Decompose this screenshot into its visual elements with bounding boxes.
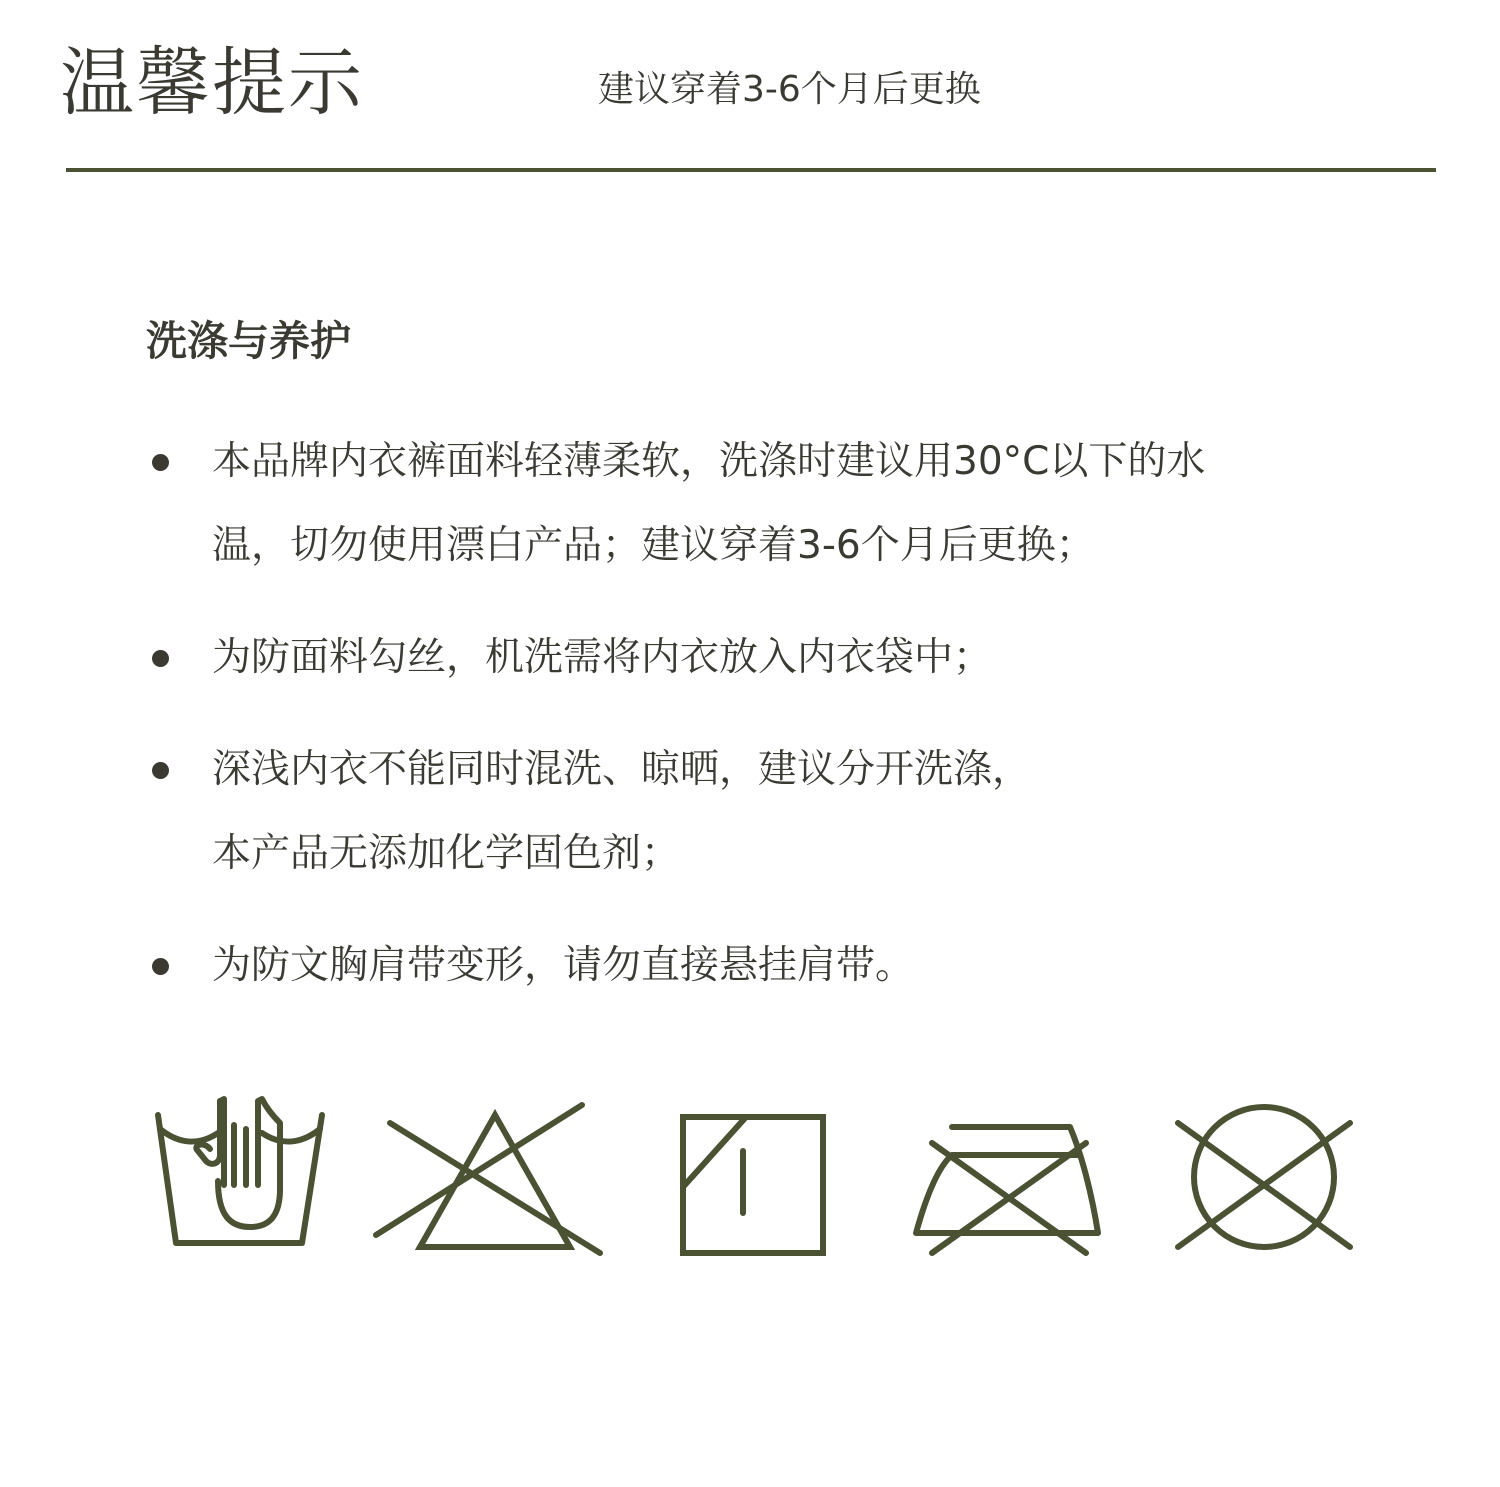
care-list (146, 420, 1386, 1008)
bullet-icon (152, 958, 169, 975)
list-item-text: 深浅内衣不能同时混洗、晾晒，建议分开洗涤， (212, 747, 1032, 792)
section-heading: 洗涤与养护 (146, 317, 351, 365)
page-title: 温馨提示 (60, 40, 364, 126)
care-symbols (150, 1085, 1370, 1265)
page-subtitle: 建议穿着3-6个月后更换 (598, 69, 981, 110)
list-item-text: 为防文胸肩带变形，请勿直接悬挂肩带。 (212, 943, 915, 988)
list-item-text: 本产品无添加化学固色剂； (212, 831, 681, 876)
list-item (146, 924, 1386, 1008)
do-not-iron-icon (910, 1085, 1110, 1265)
do-not-dry-clean-icon (1170, 1085, 1360, 1265)
list-item-text: 为防面料勾丝，机洗需将内衣放入内衣袋中； (212, 635, 993, 680)
list-item (146, 728, 1386, 896)
do-not-bleach-icon (370, 1085, 610, 1265)
list-item (146, 420, 1386, 588)
list-item (146, 616, 1386, 700)
bullet-icon (152, 650, 169, 667)
hand-wash-icon (150, 1085, 330, 1265)
list-item-text: 温，切勿使用漂白产品；建议穿着3-6个月后更换； (212, 523, 1095, 568)
divider (66, 168, 1436, 172)
bullet-icon (152, 454, 169, 471)
drip-dry-icon (678, 1085, 828, 1265)
bullet-icon (152, 762, 169, 779)
list-item-text: 本品牌内衣裤面料轻薄柔软，洗涤时建议用30°C以下的水 (212, 439, 1206, 484)
